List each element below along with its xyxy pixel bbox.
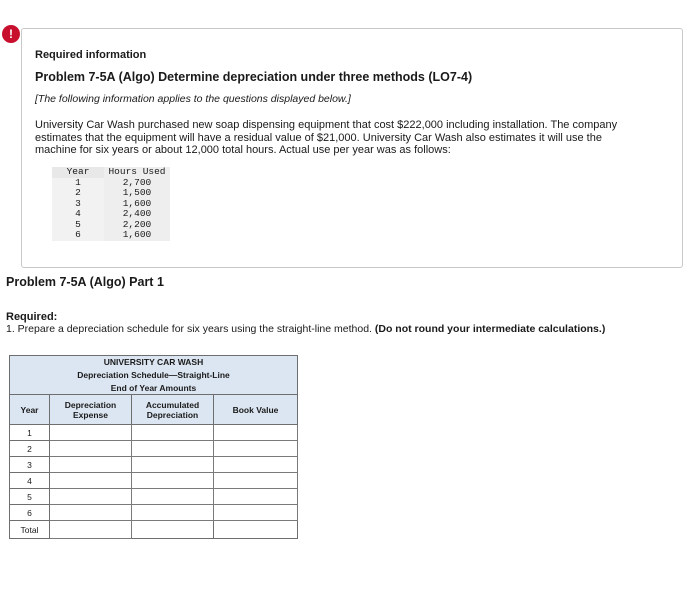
depreciation-expense-cell bbox=[50, 473, 132, 489]
table-row bbox=[52, 209, 170, 220]
schedule-year-cell: 6 bbox=[10, 505, 50, 521]
depreciation-expense-cell bbox=[50, 441, 132, 457]
total-book-value-cell bbox=[214, 521, 298, 539]
hours-year-cell: 6 bbox=[52, 230, 104, 241]
table-row bbox=[52, 178, 170, 189]
hours-value-cell: 1,600 bbox=[104, 199, 170, 210]
schedule-year-header: Year bbox=[10, 395, 50, 425]
depreciation-header-line2: Expense bbox=[73, 409, 108, 420]
schedule-total-label: Total bbox=[10, 521, 50, 539]
problem-description: University Car Wash purchased new soap dispensing equipment that cost $222,000 including installation. The company estimates that the equipment will have a residual value of $21,000. University Car Wash also estimates it will use the machine for six years or about 12,000 total hours. Actual use per year was as follows: bbox=[35, 119, 618, 156]
hours-value-cell: 2,400 bbox=[104, 209, 170, 220]
table-row bbox=[10, 425, 298, 441]
accumulated-depreciation-input[interactable] bbox=[132, 474, 213, 488]
schedule-period-title: End of Year Amounts bbox=[10, 382, 298, 395]
book-value-input[interactable] bbox=[214, 458, 297, 472]
depreciation-expense-input[interactable] bbox=[50, 474, 131, 488]
depreciation-expense-input[interactable] bbox=[50, 506, 131, 520]
required-information-label: Required information bbox=[35, 49, 147, 61]
hours-used-table bbox=[52, 167, 170, 241]
table-row bbox=[10, 489, 298, 505]
schedule-method-title: Depreciation Schedule—Straight-Line bbox=[10, 369, 298, 382]
accumulated-header-line1: Accumulated bbox=[145, 399, 200, 410]
problem-title: Problem 7-5A (Algo) Determine depreciation under three methods (LO7-4) bbox=[35, 70, 473, 84]
depreciation-header-line1: Depreciation bbox=[64, 399, 117, 410]
accumulated-depreciation-input[interactable] bbox=[132, 458, 213, 472]
accumulated-depreciation-input[interactable] bbox=[132, 442, 213, 456]
schedule-year-cell: 5 bbox=[10, 489, 50, 505]
hours-value-cell: 2,200 bbox=[104, 220, 170, 231]
hours-table-hours-header: Hours Used bbox=[104, 167, 170, 178]
table-row bbox=[52, 188, 170, 199]
schedule-year-cell: 2 bbox=[10, 441, 50, 457]
hours-year-cell: 4 bbox=[52, 209, 104, 220]
book-value-input[interactable] bbox=[214, 474, 297, 488]
accumulated-header-line2: Depreciation bbox=[146, 409, 199, 420]
accumulated-depreciation-input[interactable] bbox=[132, 490, 213, 504]
hours-year-cell: 5 bbox=[52, 220, 104, 231]
depreciation-expense-input[interactable] bbox=[50, 442, 131, 456]
book-value-cell bbox=[214, 473, 298, 489]
accumulated-depreciation-cell bbox=[132, 489, 214, 505]
book-value-cell bbox=[214, 489, 298, 505]
hours-table-year-header: Year bbox=[52, 167, 104, 178]
accumulated-depreciation-cell bbox=[132, 425, 214, 441]
table-row bbox=[10, 505, 298, 521]
applies-note: [The following information applies to the questions displayed below.] bbox=[35, 93, 351, 105]
hours-year-cell: 2 bbox=[52, 188, 104, 199]
table-row bbox=[10, 521, 298, 539]
book-value-cell bbox=[214, 425, 298, 441]
book-value-cell bbox=[214, 505, 298, 521]
hours-value-cell: 1,600 bbox=[104, 230, 170, 241]
book-value-input[interactable] bbox=[214, 442, 297, 456]
depreciation-expense-input[interactable] bbox=[50, 490, 131, 504]
depreciation-expense-cell bbox=[50, 425, 132, 441]
table-row bbox=[10, 473, 298, 489]
depreciation-expense-cell bbox=[50, 457, 132, 473]
book-value-cell bbox=[214, 441, 298, 457]
schedule-year-cell: 1 bbox=[10, 425, 50, 441]
required-instruction-note: (Do not round your intermediate calculations.) bbox=[374, 323, 606, 335]
table-row bbox=[52, 230, 170, 241]
accumulated-depreciation-input[interactable] bbox=[132, 506, 213, 520]
depreciation-expense-input[interactable] bbox=[50, 458, 131, 472]
accumulated-depreciation-cell bbox=[132, 473, 214, 489]
table-row bbox=[52, 220, 170, 231]
accumulated-depreciation-input[interactable] bbox=[132, 426, 213, 440]
hours-value-cell: 2,700 bbox=[104, 178, 170, 189]
schedule-year-cell: 4 bbox=[10, 473, 50, 489]
depreciation-expense-cell bbox=[50, 489, 132, 505]
total-accumulated-cell bbox=[132, 521, 214, 539]
depreciation-expense-header bbox=[50, 395, 132, 425]
required-instruction bbox=[6, 323, 605, 335]
table-row bbox=[52, 199, 170, 210]
book-value-cell bbox=[214, 457, 298, 473]
hours-year-cell: 3 bbox=[52, 199, 104, 210]
book-value-input[interactable] bbox=[214, 490, 297, 504]
total-depreciation-input[interactable] bbox=[50, 523, 131, 537]
accumulated-depreciation-cell bbox=[132, 457, 214, 473]
accumulated-depreciation-cell bbox=[132, 441, 214, 457]
depreciation-schedule-table bbox=[9, 355, 298, 539]
hours-year-cell: 1 bbox=[52, 178, 104, 189]
required-label: Required: bbox=[6, 311, 58, 323]
book-value-header: Book Value bbox=[214, 395, 298, 425]
book-value-input[interactable] bbox=[214, 506, 297, 520]
hours-value-cell: 1,500 bbox=[104, 188, 170, 199]
depreciation-expense-cell bbox=[50, 505, 132, 521]
depreciation-expense-input[interactable] bbox=[50, 426, 131, 440]
required-instruction-text: 1. Prepare a depreciation schedule for six years using the straight-line method. bbox=[6, 323, 372, 335]
part-title: Problem 7-5A (Algo) Part 1 bbox=[6, 275, 164, 289]
accumulated-depreciation-header bbox=[132, 395, 214, 425]
table-row bbox=[10, 457, 298, 473]
table-row bbox=[10, 441, 298, 457]
alert-icon: ! bbox=[2, 25, 20, 43]
accumulated-depreciation-cell bbox=[132, 505, 214, 521]
schedule-company-title: UNIVERSITY CAR WASH bbox=[10, 356, 298, 369]
book-value-input[interactable] bbox=[214, 426, 297, 440]
total-depreciation-cell bbox=[50, 521, 132, 539]
schedule-year-cell: 3 bbox=[10, 457, 50, 473]
